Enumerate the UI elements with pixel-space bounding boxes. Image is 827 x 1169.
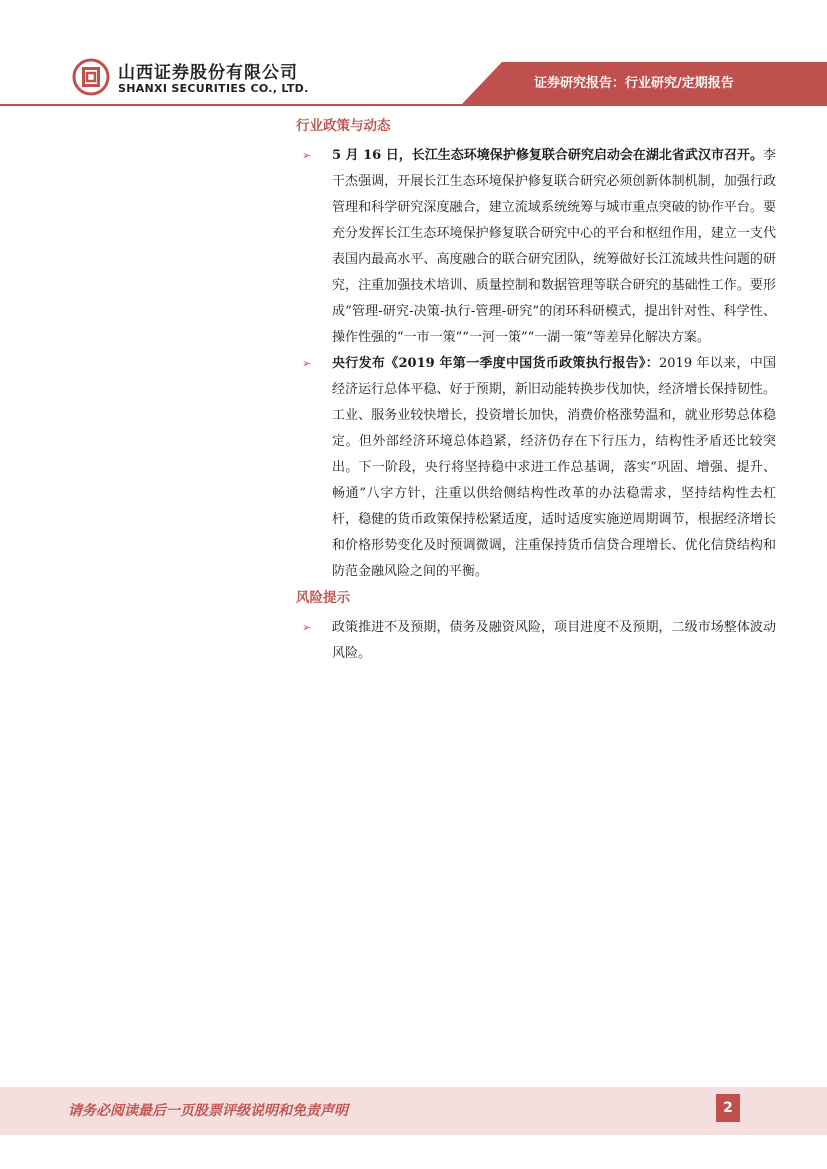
footer-disclaimer: 请务必阅读最后一页股票评级说明和免责声明 [68,1103,348,1119]
list-item [296,615,776,667]
item-headline: 5 月 16 日，长江生态环境保护修复联合研究启动会在湖北省武汉市召开。 [332,148,763,163]
list-item [296,143,776,351]
main-content [296,115,776,667]
header-divider [0,104,827,106]
list-item [296,351,776,585]
page-header [0,0,827,110]
arrow-bullet-icon: ➢ [302,357,312,370]
page-number: 2 [716,1094,740,1122]
item-headline: 央行发布《2019 年第一季度中国货币政策执行报告》： [332,356,659,371]
item-body: 2019 年以来，中国经济运行总体平稳、好于预期，新旧动能转换步伐加快，经济增长保持韧性。工业、服务业较快增长，投资增长加快，消费价格涨势温和，就业形势总体稳定。但外部经济环境总体趋紧，经济仍存在下行压力，结构性矛盾还比较突出。下一阶段，央行将坚持稳中求进工作总基调，落实“巩固、增强、提升、畅通”八字方针，注重以供给侧结构性改革的办法稳需求，坚持结构性去杠杆，稳健的货币政策保持松紧适度，适时适度实施逆周期调节，根据经济增长和价格形势变化及时预调微调，注重保持货币信贷合理增长、优化信贷结构和防范金融风险之间的平衡。 [332,356,776,579]
item-body: 李干杰强调，开展长江生态环境保护修复联合研究必须创新体制机制，加强行政管理和科学研究深度融合，建立流域系统统筹与城市重点突破的协作平台。要充分发挥长江生态环境保护修复联合研究中心的平台和枢纽作用，建立一支代表国内最高水平、高度融合的联合研究团队，统筹做好长江流域共性问题的研究，注重加强技术培训、质量控制和数据管理等联合研究的基础性工作。要形成“管理-研究-决策-执行-管理-研究”的闭环科研模式，提出针对性、科学性、操作性强的“一市一策”“一河一策”“一湖一策”等差异化解决方案。 [332,148,776,345]
section-title-risk: 风险提示 [296,590,350,606]
company-name-en: SHANXI SECURITIES CO., LTD. [118,82,309,95]
section-title-policy: 行业政策与动态 [296,118,391,134]
report-type-label: 证券研究报告：行业研究/定期报告 [534,76,734,91]
company-name-cn: 山西证券股份有限公司 [118,63,298,83]
arrow-bullet-icon: ➢ [302,621,312,634]
item-body: 政策推进不及预期，债务及融资风险，项目进度不及预期，二级市场整体波动风险。 [332,620,776,661]
arrow-bullet-icon: ➢ [302,149,312,162]
company-logo-icon [72,58,110,96]
